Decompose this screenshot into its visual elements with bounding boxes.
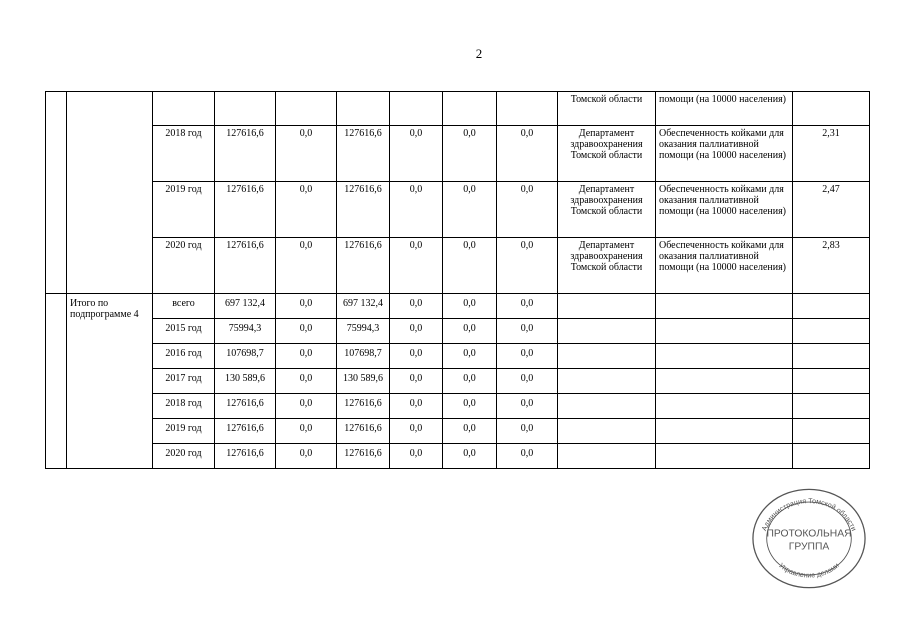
value-cell: 0,0 bbox=[390, 344, 443, 369]
table-row bbox=[46, 444, 870, 469]
table-row bbox=[46, 238, 870, 294]
executor-cell: Томской области bbox=[558, 92, 656, 126]
value-cell: 0,0 bbox=[276, 319, 337, 344]
value-cell: 0,0 bbox=[497, 344, 558, 369]
year-cell: 2015 год bbox=[153, 319, 215, 344]
value-cell: 0,0 bbox=[390, 238, 443, 294]
year-cell: 2019 год bbox=[153, 182, 215, 238]
value-cell: 127616,6 bbox=[215, 238, 276, 294]
blank-cell bbox=[793, 444, 870, 469]
value-cell: 127616,6 bbox=[337, 444, 390, 469]
blank-cell bbox=[793, 394, 870, 419]
year-cell: 2016 год bbox=[153, 344, 215, 369]
blank-cell bbox=[656, 294, 793, 319]
stamp-center-line1: ПРОТОКОЛЬНАЯ bbox=[766, 528, 852, 540]
blank-cell bbox=[656, 344, 793, 369]
value-cell: 107698,7 bbox=[215, 344, 276, 369]
value-cell: 0,0 bbox=[497, 369, 558, 394]
value-cell: 75994,3 bbox=[337, 319, 390, 344]
value-cell: 0,0 bbox=[276, 394, 337, 419]
table-row bbox=[46, 419, 870, 444]
value-cell: 0,0 bbox=[497, 182, 558, 238]
table-row bbox=[46, 344, 870, 369]
value-cell bbox=[443, 92, 497, 126]
value-cell: 0,0 bbox=[497, 444, 558, 469]
value-cell: 75994,3 bbox=[215, 319, 276, 344]
value-cell: 0,0 bbox=[390, 369, 443, 394]
indicator-cell: Обеспеченность койками для оказания паллиативной помощи (на 10000 населения) bbox=[656, 126, 793, 182]
year-cell: 2018 год bbox=[153, 126, 215, 182]
blank-cell bbox=[558, 394, 656, 419]
blank-cell bbox=[793, 419, 870, 444]
value-cell: 127616,6 bbox=[215, 444, 276, 469]
indicator-cell: Обеспеченность койками для оказания паллиативной помощи (на 10000 населения) bbox=[656, 238, 793, 294]
value-cell: 127616,6 bbox=[337, 419, 390, 444]
value-cell: 127616,6 bbox=[215, 126, 276, 182]
value-cell: 0,0 bbox=[497, 238, 558, 294]
blank-cell bbox=[656, 394, 793, 419]
value-cell: 0,0 bbox=[276, 344, 337, 369]
value-cell: 0,0 bbox=[497, 394, 558, 419]
value-cell: 127616,6 bbox=[215, 182, 276, 238]
value-cell: 0,0 bbox=[276, 444, 337, 469]
value-cell: 107698,7 bbox=[337, 344, 390, 369]
table-row bbox=[46, 394, 870, 419]
table-row bbox=[46, 126, 870, 182]
stamp-outer-text: Администрация Томской области bbox=[760, 497, 858, 533]
value-cell: 0,0 bbox=[497, 294, 558, 319]
year-cell: 2019 год bbox=[153, 419, 215, 444]
stamp-center-line2: ГРУППА bbox=[788, 541, 830, 553]
value-cell: 127616,6 bbox=[337, 182, 390, 238]
executor-cell: Департамент здравоохранения Томской области bbox=[558, 238, 656, 294]
blank-cell bbox=[656, 319, 793, 344]
year-cell: 2020 год bbox=[153, 444, 215, 469]
value-cell: 130 589,6 bbox=[337, 369, 390, 394]
blank-cell bbox=[558, 294, 656, 319]
value-cell: 127616,6 bbox=[337, 126, 390, 182]
blank-cell bbox=[656, 369, 793, 394]
value-cell: 130 589,6 bbox=[215, 369, 276, 394]
value-cell: 0,0 bbox=[390, 182, 443, 238]
official-stamp bbox=[750, 486, 868, 591]
table-row bbox=[46, 294, 870, 319]
value-cell: 0,0 bbox=[276, 369, 337, 394]
blank-cell bbox=[656, 444, 793, 469]
table-row bbox=[46, 369, 870, 394]
value-cell: 697 132,4 bbox=[337, 294, 390, 319]
indicator-cell: Обеспеченность койками для оказания паллиативной помощи (на 10000 населения) bbox=[656, 182, 793, 238]
value-cell: 697 132,4 bbox=[215, 294, 276, 319]
value-cell: 0,0 bbox=[276, 294, 337, 319]
indicator-value-cell: 2,83 bbox=[793, 238, 870, 294]
value-cell: 0,0 bbox=[390, 394, 443, 419]
value-cell: 0,0 bbox=[390, 419, 443, 444]
total-label-cell: Итого по подпрограмме 4 bbox=[67, 294, 153, 469]
year-cell: 2017 год bbox=[153, 369, 215, 394]
year-cell: всего bbox=[153, 294, 215, 319]
blank-cell bbox=[793, 344, 870, 369]
value-cell bbox=[497, 92, 558, 126]
table-row bbox=[46, 92, 870, 126]
year-cell bbox=[153, 92, 215, 126]
year-cell: 2018 год bbox=[153, 394, 215, 419]
value-cell: 0,0 bbox=[276, 419, 337, 444]
value-cell bbox=[390, 92, 443, 126]
value-cell: 0,0 bbox=[276, 126, 337, 182]
year-cell: 2020 год bbox=[153, 238, 215, 294]
value-cell: 127616,6 bbox=[337, 394, 390, 419]
value-cell: 0,0 bbox=[443, 419, 497, 444]
table-row bbox=[46, 182, 870, 238]
value-cell: 0,0 bbox=[443, 294, 497, 319]
blank-cell bbox=[793, 369, 870, 394]
blank-cell bbox=[558, 444, 656, 469]
value-cell: 127616,6 bbox=[337, 238, 390, 294]
value-cell: 0,0 bbox=[390, 294, 443, 319]
value-cell: 0,0 bbox=[443, 394, 497, 419]
executor-cell: Департамент здравоохранения Томской области bbox=[558, 126, 656, 182]
page-number: 2 bbox=[475, 46, 483, 61]
blank-cell bbox=[558, 319, 656, 344]
value-cell bbox=[215, 92, 276, 126]
blank-cell bbox=[558, 344, 656, 369]
value-cell: 0,0 bbox=[443, 344, 497, 369]
value-cell: 0,0 bbox=[276, 238, 337, 294]
blank-cell bbox=[793, 319, 870, 344]
blank-cell bbox=[46, 294, 67, 469]
value-cell: 0,0 bbox=[390, 444, 443, 469]
budget-table bbox=[45, 91, 870, 469]
value-cell: 127616,6 bbox=[215, 394, 276, 419]
value-cell: 0,0 bbox=[443, 182, 497, 238]
value-cell bbox=[337, 92, 390, 126]
indicator-cell: помощи (на 10000 населения) bbox=[656, 92, 793, 126]
indicator-value-cell: 2,47 bbox=[793, 182, 870, 238]
indicator-value-cell bbox=[793, 92, 870, 126]
executor-cell: Департамент здравоохранения Томской области bbox=[558, 182, 656, 238]
value-cell: 0,0 bbox=[390, 319, 443, 344]
blank-cell bbox=[558, 419, 656, 444]
indicator-value-cell: 2,31 bbox=[793, 126, 870, 182]
value-cell: 127616,6 bbox=[215, 419, 276, 444]
table-row bbox=[46, 319, 870, 344]
value-cell: 0,0 bbox=[497, 126, 558, 182]
value-cell: 0,0 bbox=[443, 369, 497, 394]
blank-cell bbox=[46, 92, 67, 294]
blank-cell bbox=[793, 294, 870, 319]
blank-cell bbox=[656, 419, 793, 444]
value-cell: 0,0 bbox=[497, 419, 558, 444]
value-cell: 0,0 bbox=[443, 126, 497, 182]
value-cell bbox=[276, 92, 337, 126]
value-cell: 0,0 bbox=[276, 182, 337, 238]
stamp-bottom-text: Управление делами bbox=[777, 561, 841, 580]
blank-cell bbox=[558, 369, 656, 394]
blank-cell bbox=[67, 92, 153, 294]
value-cell: 0,0 bbox=[390, 126, 443, 182]
value-cell: 0,0 bbox=[443, 444, 497, 469]
value-cell: 0,0 bbox=[443, 238, 497, 294]
value-cell: 0,0 bbox=[497, 319, 558, 344]
value-cell: 0,0 bbox=[443, 319, 497, 344]
